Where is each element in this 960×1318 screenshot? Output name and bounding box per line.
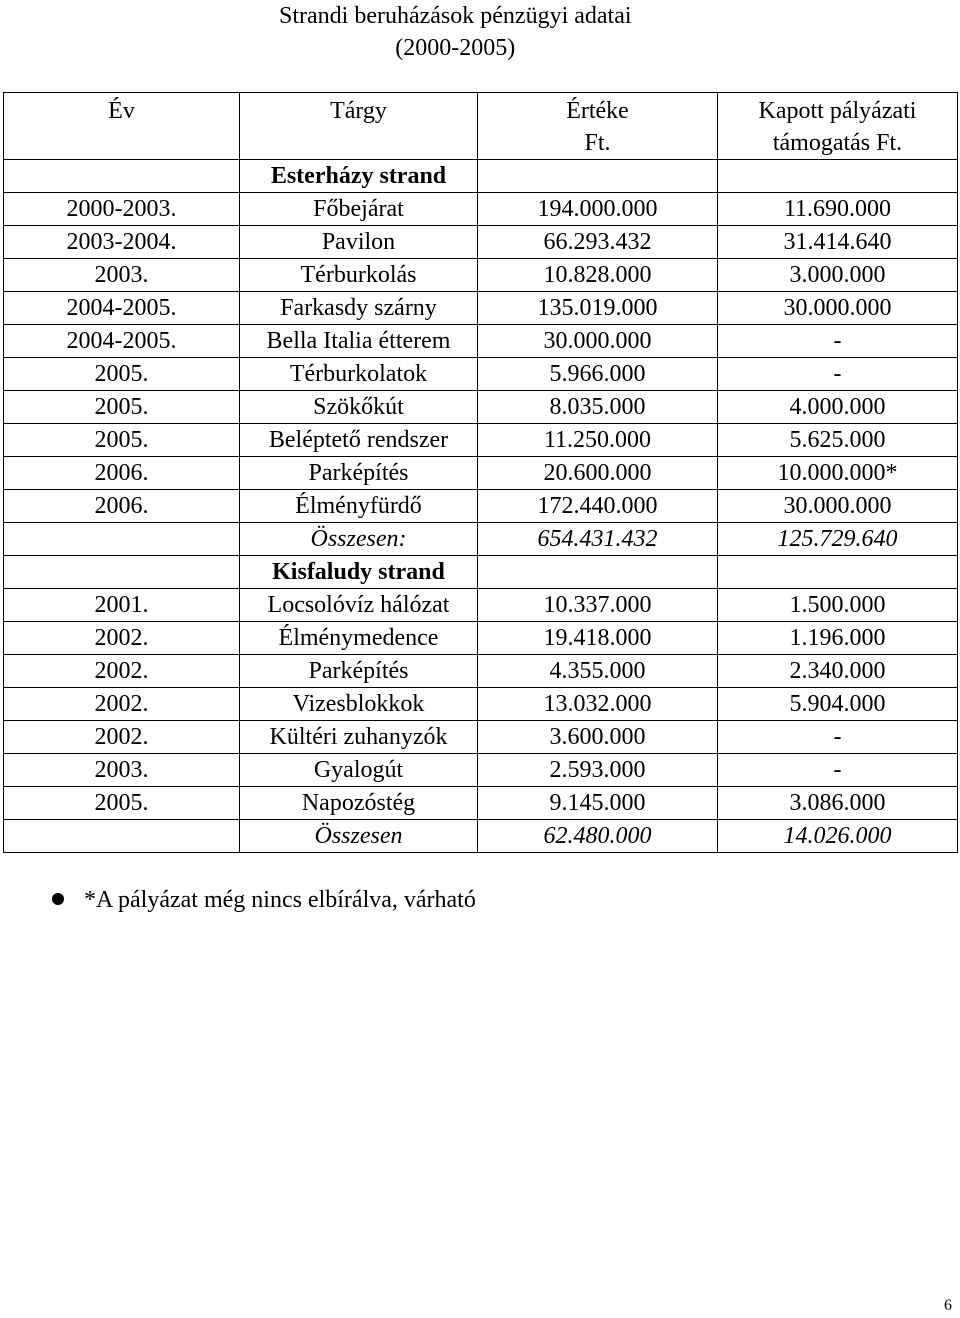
section-header-row [4,160,958,193]
cell-value: 9.145.000 [478,787,718,820]
cell-subject: Pavilon [240,226,478,259]
cell-subject: Vizesblokkok [240,688,478,721]
cell-subject: Térburkolatok [240,358,478,391]
table-row [4,589,958,622]
total-label: Összesen [240,820,478,853]
total-value: 62.480.000 [478,820,718,853]
total-grant: 125.729.640 [718,523,958,556]
cell-grant: 3.000.000 [718,259,958,292]
cell-grant: 1.196.000 [718,622,958,655]
cell-value: 66.293.432 [478,226,718,259]
table-row [4,457,958,490]
title-line-1: Strandi beruházások pénzügyi adatai [279,3,632,29]
section-header-row [4,556,958,589]
cell-subject: Térburkolás [240,259,478,292]
cell-subject: Parképítés [240,655,478,688]
cell-year: 2000-2003. [4,193,240,226]
cell-value: 4.355.000 [478,655,718,688]
document-title [279,0,632,64]
cell-value: 172.440.000 [478,490,718,523]
cell-grant: 5.625.000 [718,424,958,457]
cell-year: 2002. [4,688,240,721]
cell-value: 11.250.000 [478,424,718,457]
header-grant [718,93,958,160]
header-value-line-1: Értéke [566,98,629,124]
table-row [4,325,958,358]
cell-value: 135.019.000 [478,292,718,325]
section-empty-cell [4,160,240,193]
cell-grant: - [718,754,958,787]
table-row [4,193,958,226]
table-row [4,754,958,787]
total-empty-cell [4,523,240,556]
cell-year: 2002. [4,622,240,655]
table-row [4,226,958,259]
cell-grant: - [718,721,958,754]
table-row [4,358,958,391]
table-row [4,721,958,754]
table-row [4,259,958,292]
cell-subject: Szökőkút [240,391,478,424]
cell-subject: Főbejárat [240,193,478,226]
table-row [4,787,958,820]
cell-subject: Napozóstég [240,787,478,820]
section-empty-cell [478,556,718,589]
section-name: Kisfaludy strand [240,556,478,589]
cell-year: 2002. [4,721,240,754]
bullet-icon [52,893,64,905]
table-row [4,391,958,424]
cell-value: 5.966.000 [478,358,718,391]
cell-year: 2004-2005. [4,292,240,325]
cell-subject: Beléptető rendszer [240,424,478,457]
header-value [478,93,718,160]
cell-grant: - [718,325,958,358]
page-number: 6 [944,1297,952,1314]
total-row [4,820,958,853]
cell-grant: 2.340.000 [718,655,958,688]
cell-year: 2005. [4,358,240,391]
table-row [4,688,958,721]
investment-table [3,92,958,853]
cell-subject: Élményfürdő [240,490,478,523]
header-value-line-2: Ft. [584,130,611,156]
total-empty-cell [4,820,240,853]
cell-value: 2.593.000 [478,754,718,787]
footnote: *A pályázat még nincs elbírálva, várható [84,887,476,913]
cell-grant: 3.086.000 [718,787,958,820]
cell-value: 8.035.000 [478,391,718,424]
cell-year: 2006. [4,490,240,523]
cell-grant: - [718,358,958,391]
title-line-2: (2000-2005) [395,35,516,61]
table-row [4,490,958,523]
table-row [4,622,958,655]
cell-grant: 1.500.000 [718,589,958,622]
cell-year: 2005. [4,787,240,820]
table-row [4,292,958,325]
cell-subject: Gyalogút [240,754,478,787]
section-empty-cell [478,160,718,193]
cell-grant: 31.414.640 [718,226,958,259]
header-grant-line-2: támogatás Ft. [772,130,903,156]
section-name: Esterházy strand [240,160,478,193]
table-row [4,655,958,688]
cell-value: 10.337.000 [478,589,718,622]
cell-grant: 30.000.000 [718,490,958,523]
cell-grant: 10.000.000* [718,457,958,490]
total-grant: 14.026.000 [718,820,958,853]
cell-value: 3.600.000 [478,721,718,754]
cell-year: 2003. [4,754,240,787]
cell-grant: 5.904.000 [718,688,958,721]
table-header-row [4,93,958,160]
cell-subject: Élménymedence [240,622,478,655]
cell-subject: Farkasdy szárny [240,292,478,325]
section-empty-cell [718,556,958,589]
cell-year: 2005. [4,424,240,457]
cell-subject: Kültéri zuhanyzók [240,721,478,754]
cell-value: 19.418.000 [478,622,718,655]
cell-year: 2004-2005. [4,325,240,358]
cell-subject: Locsolóvíz hálózat [240,589,478,622]
cell-year: 2006. [4,457,240,490]
header-grant-line-1: Kapott pályázati [758,98,917,124]
cell-subject: Parképítés [240,457,478,490]
cell-year: 2005. [4,391,240,424]
cell-year: 2001. [4,589,240,622]
cell-value: 30.000.000 [478,325,718,358]
cell-value: 20.600.000 [478,457,718,490]
cell-value: 13.032.000 [478,688,718,721]
header-year: Év [4,93,240,160]
cell-grant: 30.000.000 [718,292,958,325]
header-subject: Tárgy [240,93,478,160]
cell-year: 2002. [4,655,240,688]
cell-value: 10.828.000 [478,259,718,292]
investment-table-body [4,93,958,853]
cell-year: 2003. [4,259,240,292]
total-row [4,523,958,556]
cell-subject: Bella Italia étterem [240,325,478,358]
cell-grant: 4.000.000 [718,391,958,424]
table-row [4,424,958,457]
section-empty-cell [4,556,240,589]
cell-year: 2003-2004. [4,226,240,259]
cell-value: 194.000.000 [478,193,718,226]
total-label: Összesen: [240,523,478,556]
cell-grant: 11.690.000 [718,193,958,226]
total-value: 654.431.432 [478,523,718,556]
section-empty-cell [718,160,958,193]
